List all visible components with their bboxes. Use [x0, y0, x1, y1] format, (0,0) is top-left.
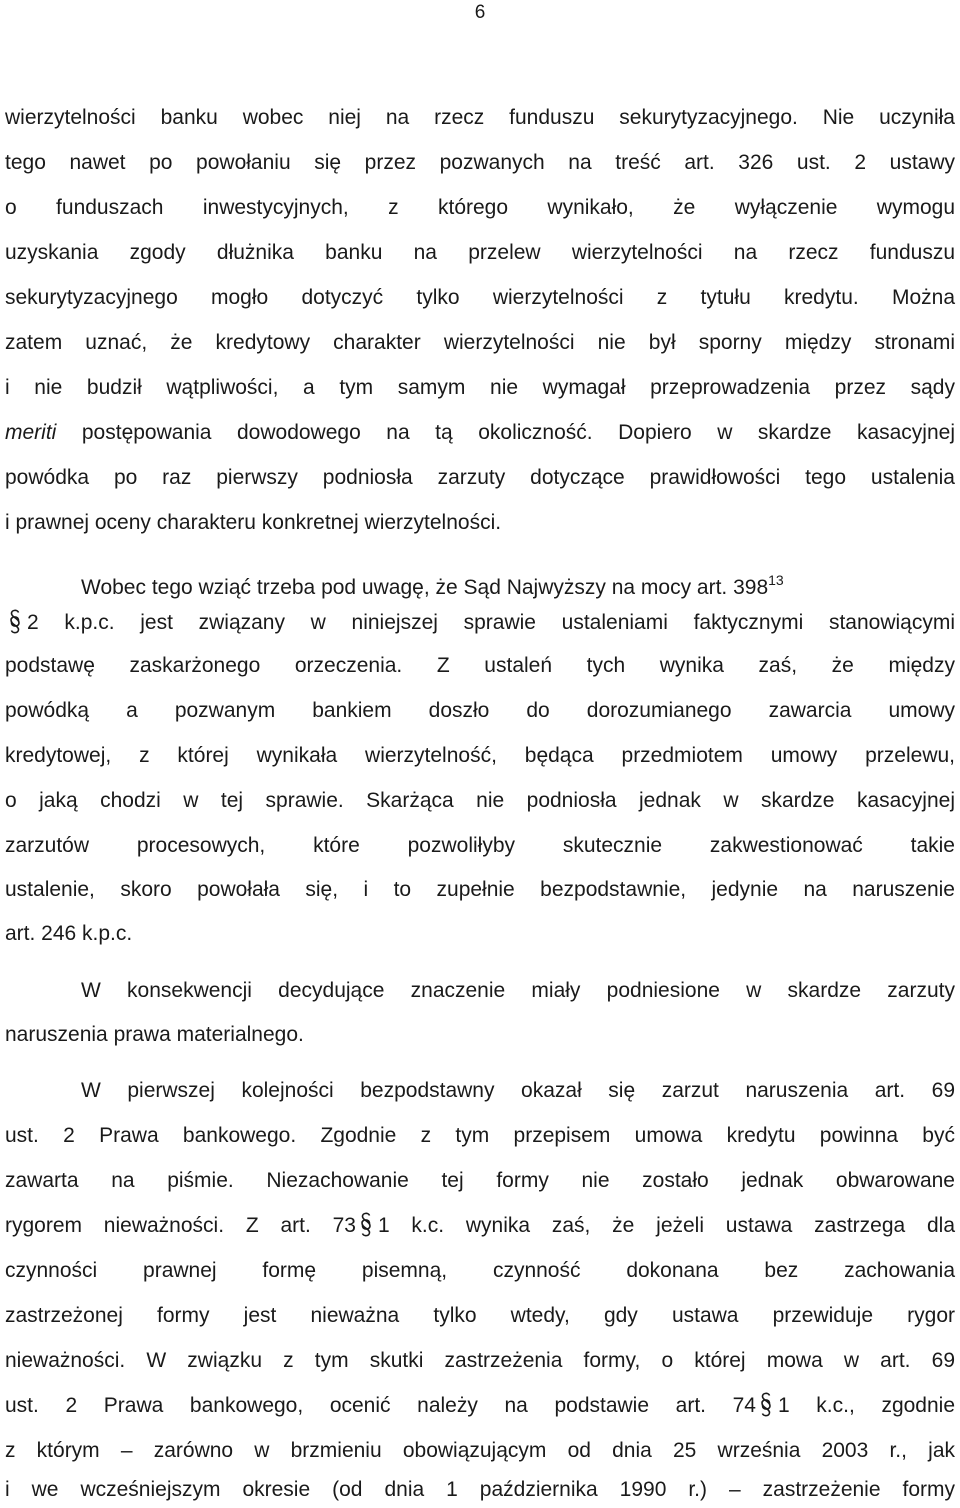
text-line: o funduszach inwestycyjnych, z którego wynikało, że wyłączenie wymogu — [5, 196, 955, 219]
text-line: ustalenie, skoro powołała się, i to zupełnie bezpodstawnie, jedynie na naruszenie — [5, 878, 955, 901]
page-number: 6 — [474, 2, 486, 23]
text-line: art. 246 k.p.c. — [5, 922, 133, 945]
text-span: rygorem nieważności. Z art. 73 — [5, 1214, 356, 1237]
text-line: tego nawet po powołaniu się przez pozwanych na treść art. 326 ust. 2 ustawy — [5, 151, 955, 174]
text-span: postępowania dowodowego na tą okoliczność. Dopiero w skardze kasacyjnej — [56, 421, 955, 444]
italic-term: meriti — [5, 421, 57, 444]
text-line: i prawnej oceny charakteru konkretnej wierzytelności. — [5, 511, 502, 534]
text-line: W pierwszej kolejności bezpodstawny okazał się zarzut naruszenia art. 69 — [81, 1079, 955, 1102]
text-line — [81, 565, 955, 603]
text-line: o jaką chodzi w tej sprawie. Skarżąca nie podniosła jednak w skardze kasacyjnej — [5, 789, 955, 812]
section-sign-icon — [760, 1391, 772, 1418]
text-line: W konsekwencji decydujące znaczenie miały podniesione w skardze zarzuty — [81, 979, 955, 1002]
text-line: naruszenia prawa materialnego. — [5, 1023, 304, 1046]
text-line: wierzytelności banku wobec niej na rzecz funduszu sekurytyzacyjnego. Nie uczyniła — [5, 106, 955, 129]
text-line: zawarta na piśmie. Niezachowanie tej formy nie zostało jednak obwarowane — [5, 1169, 955, 1192]
text-line: i we wcześniejszym okresie (od dnia 1 października 1990 r.) – zastrzeżenie formy — [5, 1478, 955, 1501]
text-line: ust. 2 Prawa bankowego. Zgodnie z tym przepisem umowa kredytu powinna być — [5, 1124, 955, 1147]
text-line: zatem uznać, że kredytowy charakter wierzytelności nie był sporny między stronami — [5, 331, 955, 354]
text-line: zastrzeżonej formy jest nieważna tylko wtedy, gdy ustawa przewiduje rygor — [5, 1304, 955, 1327]
text-line: czynności prawnej formę pisemną, czynność dokonana bez zachowania — [5, 1259, 955, 1282]
text-line — [5, 608, 955, 638]
section-sign-icon — [9, 608, 21, 635]
text-line: uzyskania zgody dłużnika banku na przelew wierzytelności na rzecz funduszu — [5, 241, 955, 264]
text-line — [5, 418, 955, 448]
section-sign-icon — [360, 1211, 372, 1238]
text-line: kredytowej, z której wynikała wierzytelność, będąca przedmiotem umowy przelewu, — [5, 744, 955, 767]
text-line — [5, 1211, 955, 1241]
text-line: nieważności. W związku z tym skutki zastrzeżenia formy, o której mowa w art. 69 — [5, 1349, 955, 1372]
text-line: powódką a pozwanym bankiem doszło do dorozumianego zawarcia umowy — [5, 699, 955, 722]
text-line: podstawę zaskarżonego orzeczenia. Z ustaleń tych wynika zaś, że między — [5, 654, 955, 677]
text-line: sekurytyzacyjnego mogło dotyczyć tylko wierzytelności z tytułu kredytu. Można — [5, 286, 955, 309]
text-line: powódka po raz pierwszy podniosła zarzuty dotyczące prawidłowości tego ustalenia — [5, 466, 955, 489]
text-span: 1 k.c. wynika zaś, że jeżeli ustawa zastrzega dla — [377, 1214, 955, 1237]
text-line — [5, 1391, 955, 1421]
superscript: 13 — [768, 572, 784, 588]
text-line: z którym – zarówno w brzmieniu obowiązującym od dnia 25 września 2003 r., jak — [5, 1439, 955, 1462]
text-line: zarzutów procesowych, które pozwoliłyby skutecznie zakwestionować takie — [5, 834, 955, 857]
text-span: 2 k.p.c. jest związany w niniejszej sprawie ustaleniami faktycznymi stanowiącymi — [27, 611, 955, 634]
text-span: 1 k.c., zgodnie — [778, 1394, 956, 1417]
text-span: Wobec tego wziąć trzeba pod uwagę, że Sąd Najwyższy na mocy art. 398 — [81, 576, 769, 599]
text-line: i nie budził wątpliwości, a tym samym nie wymagał przeprowadzenia przez sądy — [5, 376, 955, 399]
text-span: ust. 2 Prawa bankowego, ocenić należy na podstawie art. 74 — [5, 1394, 756, 1417]
